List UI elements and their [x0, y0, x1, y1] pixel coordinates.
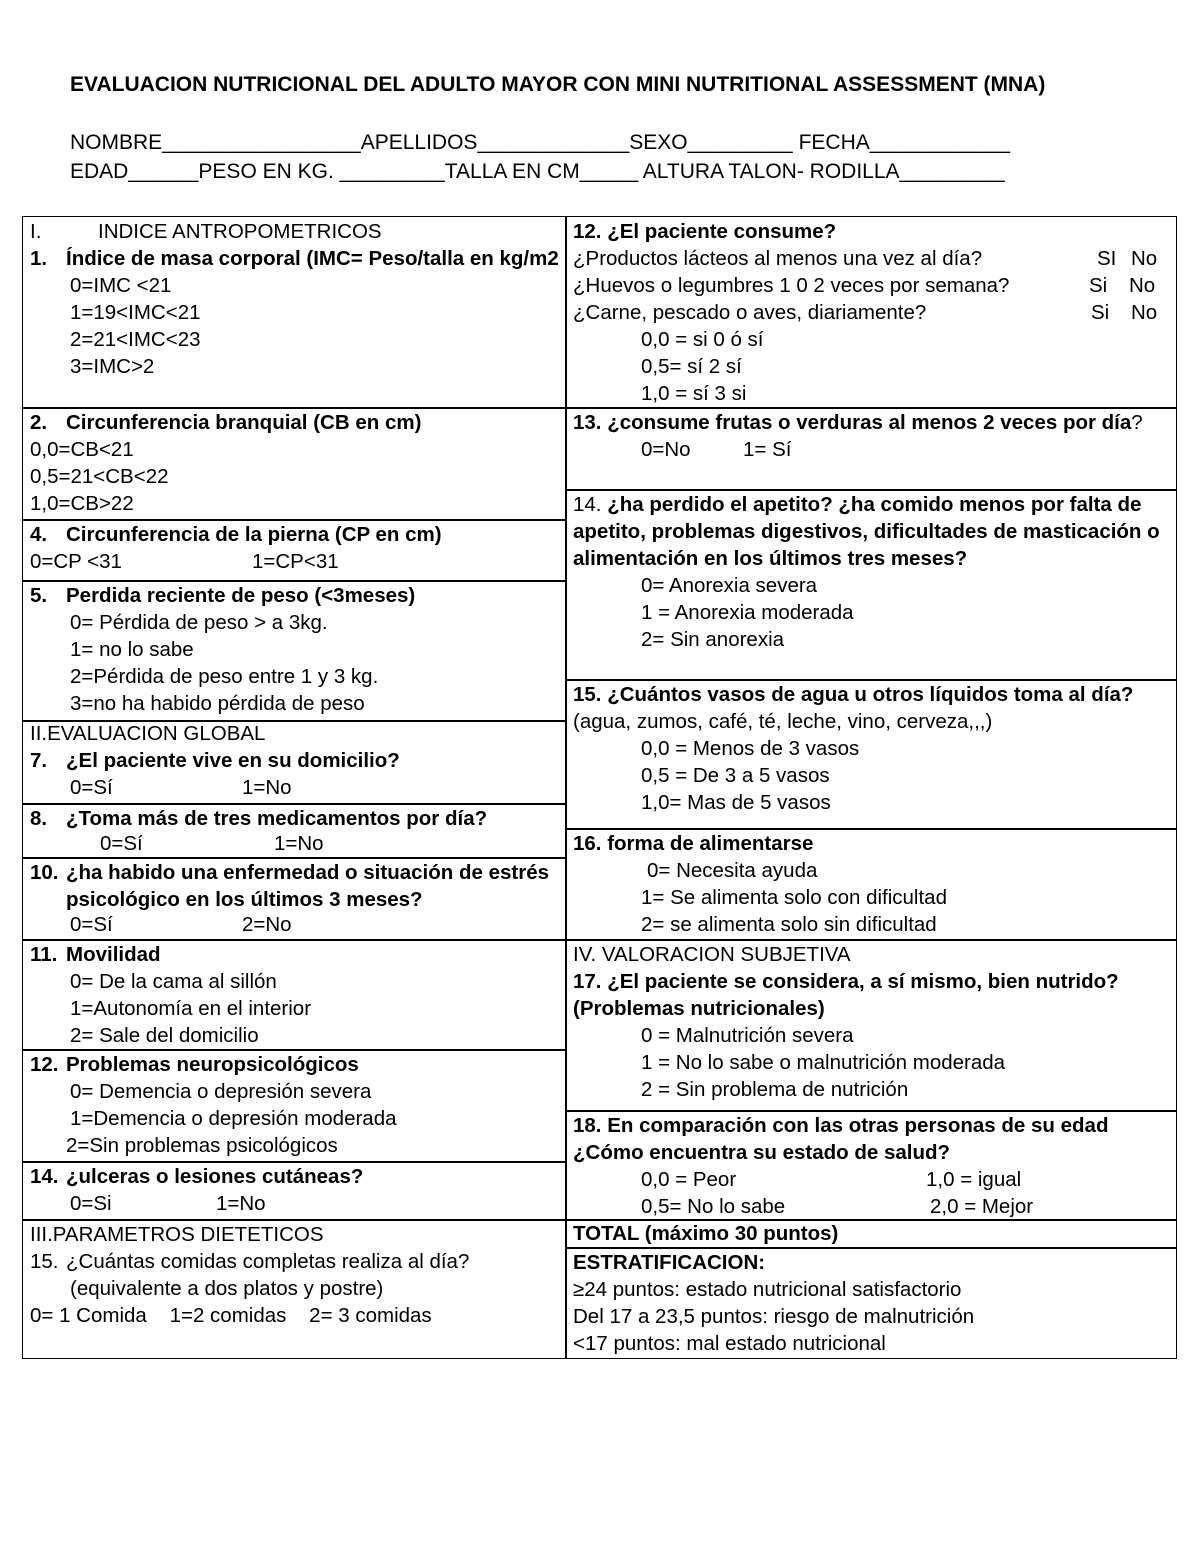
question-stress	[24, 857, 567, 939]
option: 1=No	[216, 1192, 266, 1215]
section-dietary-parameters	[24, 1219, 567, 1357]
option: 1=Autonomía en el interior	[70, 997, 312, 1020]
option: 1=No	[242, 776, 292, 799]
option: 3=IMC>2	[70, 355, 155, 378]
question-liquids	[567, 679, 1177, 828]
option: 2= Sale del domicilio	[70, 1024, 259, 1047]
question-title: ¿El paciente vive en su domicilio?	[66, 749, 400, 772]
section-global-evaluation	[24, 720, 567, 803]
question-food-consumption	[567, 216, 1177, 407]
question-fruits-vegetables	[567, 407, 1177, 489]
question-mark: ?	[1131, 411, 1143, 434]
question-medications	[24, 803, 567, 857]
option: 2= se alimenta solo sin dificultad	[641, 913, 937, 936]
option: 0=Si	[70, 1192, 112, 1215]
option: 0= Demencia o depresión severa	[70, 1080, 372, 1103]
item-text: ¿Carne, pescado o aves, diariamente?	[573, 301, 927, 324]
question-title: 12. ¿El paciente consume?	[573, 220, 837, 243]
options-inline: 0= 1 Comida 1=2 comidas 2= 3 comidas	[30, 1304, 432, 1327]
option: 0= Anorexia severa	[641, 574, 818, 597]
option: 0=Sí	[100, 832, 143, 855]
consumption-item	[573, 245, 1171, 272]
section-subjective-assessment	[567, 939, 1177, 1110]
question-number: 7.	[30, 749, 48, 772]
question-extra: (agua, zumos, café, té, leche, vino, cerveza,,,)	[573, 710, 993, 733]
question-title: ¿ha habido una enfermedad o situación de estrés psicológico en los últimos 3 meses?	[66, 861, 549, 911]
question-number: 4.	[30, 523, 48, 546]
item-text: ¿Productos lácteos al menos una vez al día?	[573, 247, 983, 270]
section-title: IV. VALORACION SUBJETIVA	[573, 943, 851, 966]
question-number: 14.	[573, 493, 602, 516]
question-calf-circumference	[24, 519, 567, 580]
question-title: Movilidad	[66, 943, 161, 966]
option: 0= Pérdida de peso > a 3kg.	[70, 611, 328, 634]
option: 0,0=CB<21	[30, 438, 134, 461]
yes-option: Si	[1091, 301, 1110, 324]
option: 1=Demencia o depresión moderada	[70, 1107, 397, 1130]
question-number: 12.	[30, 1053, 59, 1076]
question-text: ¿Cuántas comidas completas realiza al día?	[66, 1250, 470, 1273]
option: 1=19<IMC<21	[70, 301, 201, 324]
left-column	[24, 216, 567, 1357]
consumption-item	[573, 299, 1171, 326]
question-title: Circunferencia de la pierna (CP en cm)	[66, 523, 442, 546]
question-feeding	[567, 828, 1177, 939]
question-title: Problemas neuropsicológicos	[66, 1053, 359, 1076]
option: 2,0 = Mejor	[930, 1195, 1034, 1218]
section-title: III.PARAMETROS DIETETICOS	[30, 1223, 324, 1246]
option: 1,0=CB>22	[30, 492, 134, 515]
question-health-comparison	[567, 1110, 1177, 1219]
question-title: 15. ¿Cuántos vasos de agua u otros líquidos toma al día?	[573, 683, 1134, 706]
section-title: INDICE ANTROPOMETRICOS	[98, 220, 382, 243]
option: 1=CP<31	[252, 550, 339, 573]
no-option: No	[1129, 274, 1156, 297]
option: 0,5=21<CB<22	[30, 465, 169, 488]
stratification-item: ≥24 puntos: estado nutricional satisfactorio	[573, 1278, 962, 1301]
question-number: 14.	[30, 1165, 59, 1188]
question-number: 5.	[30, 584, 48, 607]
stratification-item: <17 puntos: mal estado nutricional	[573, 1332, 886, 1355]
yes-option: SI	[1097, 247, 1117, 270]
option: 0=Sí	[70, 913, 113, 936]
option: 1= no lo sabe	[70, 638, 194, 661]
section-anthropometric	[24, 216, 567, 407]
option: 1= Se alimenta solo con dificultad	[641, 886, 947, 909]
stratification	[567, 1247, 1177, 1359]
option: 0=IMC <21	[70, 274, 172, 297]
option: 0=CP <31	[30, 550, 122, 573]
total-score: TOTAL (máximo 30 puntos)	[573, 1222, 839, 1245]
stratification-title: ESTRATIFICACION:	[573, 1251, 766, 1274]
question-skin-lesions	[24, 1161, 567, 1219]
option: 0= De la cama al sillón	[70, 970, 277, 993]
question-neuropsychological	[24, 1049, 567, 1161]
option: 0,5= sí 2 sí	[641, 355, 742, 378]
question-number: 11.	[30, 943, 58, 966]
document-title: EVALUACION NUTRICIONAL DEL ADULTO MAYOR CON MINI NUTRITIONAL ASSESSMENT (MNA)	[70, 73, 1046, 96]
no-option: No	[1131, 247, 1158, 270]
option: 2=Sin problemas psicológicos	[66, 1134, 338, 1157]
header-fields-line-1: NOMBRE_________________APELLIDOS_____________SEXO_________ FECHA____________	[70, 131, 1010, 154]
question-title: Perdida reciente de peso (<3meses)	[66, 584, 416, 607]
question-title: 13. ¿consume frutas o verduras al menos 2 veces por día	[573, 411, 1132, 434]
section-title: II.EVALUACION GLOBAL	[30, 722, 266, 745]
question-text-continued: (equivalente a dos platos y postre)	[70, 1277, 384, 1300]
option: 0=No	[641, 438, 691, 461]
option: 1 = No lo sabe o malnutrición moderada	[641, 1051, 1006, 1074]
stratification-item: Del 17 a 23,5 puntos: riesgo de malnutrición	[573, 1305, 975, 1328]
option: 0= Necesita ayuda	[647, 859, 818, 882]
item-text: ¿Huevos o legumbres 1 0 2 veces por semana?	[573, 274, 1010, 297]
option: 2=No	[242, 913, 292, 936]
option: 0,5 = De 3 a 5 vasos	[641, 764, 830, 787]
question-weight-loss	[24, 580, 567, 720]
question-arm-circumference	[24, 407, 567, 519]
question-number: 1.	[30, 247, 48, 270]
option: 0=Sí	[70, 776, 113, 799]
question-number: 10.	[30, 861, 59, 884]
option: 1= Sí	[743, 438, 792, 461]
yes-option: Si	[1089, 274, 1108, 297]
question-title: Circunferencia branquial (CB en cm)	[66, 411, 422, 434]
question-title: Índice de masa corporal (IMC= Peso/talla en kg/m2	[66, 247, 559, 270]
option: 1,0 = igual	[926, 1168, 1022, 1191]
option: 0 = Malnutrición severa	[641, 1024, 854, 1047]
option: 2=Pérdida de peso entre 1 y 3 kg.	[70, 665, 379, 688]
header-fields-line-2: EDAD______PESO EN KG. _________TALLA EN CM_____ ALTURA TALON- RODILLA_________	[70, 160, 1005, 183]
question-mobility	[24, 939, 567, 1049]
right-column	[567, 216, 1177, 1359]
option: 1,0 = sí 3 si	[641, 382, 747, 405]
question-title: 16. forma de alimentarse	[573, 832, 814, 855]
option: 2= Sin anorexia	[641, 628, 785, 651]
question-title: ¿Toma más de tres medicamentos por día?	[66, 807, 488, 830]
question-number: 15.	[30, 1250, 59, 1273]
option: 0,0 = Peor	[641, 1168, 737, 1191]
option: 1,0= Mas de 5 vasos	[641, 791, 831, 814]
question-title: ¿ulceras o lesiones cutáneas?	[66, 1165, 364, 1188]
option: 3=no ha habido pérdida de peso	[70, 692, 365, 715]
question-number: 8.	[30, 807, 48, 830]
question-title: 17. ¿El paciente se considera, a sí mismo, bien nutrido? (Problemas nutricionales)	[573, 970, 1119, 1020]
question-title: 18. En comparación con las otras personas de su edad ¿Cómo encuentra su estado de salud?	[573, 1114, 1109, 1164]
option: 0,5= No lo sabe	[641, 1195, 786, 1218]
question-appetite	[567, 489, 1177, 679]
option: 0,0 = Menos de 3 vasos	[641, 737, 860, 760]
option: 0,0 = si 0 ó sí	[641, 328, 764, 351]
section-number: I.	[30, 220, 42, 243]
option: 1 = Anorexia moderada	[641, 601, 854, 624]
option: 2=21<IMC<23	[70, 328, 201, 351]
question-number: 2.	[30, 411, 48, 434]
consumption-item	[573, 272, 1171, 299]
option: 2 = Sin problema de nutrición	[641, 1078, 909, 1101]
no-option: No	[1131, 301, 1158, 324]
option: 1=No	[274, 832, 324, 855]
question-title: ¿ha perdido el apetito? ¿ha comido menos por falta de apetito, problemas digestivos, dificultades de masticación o alimentación en los últimos tres meses?	[573, 493, 1160, 570]
